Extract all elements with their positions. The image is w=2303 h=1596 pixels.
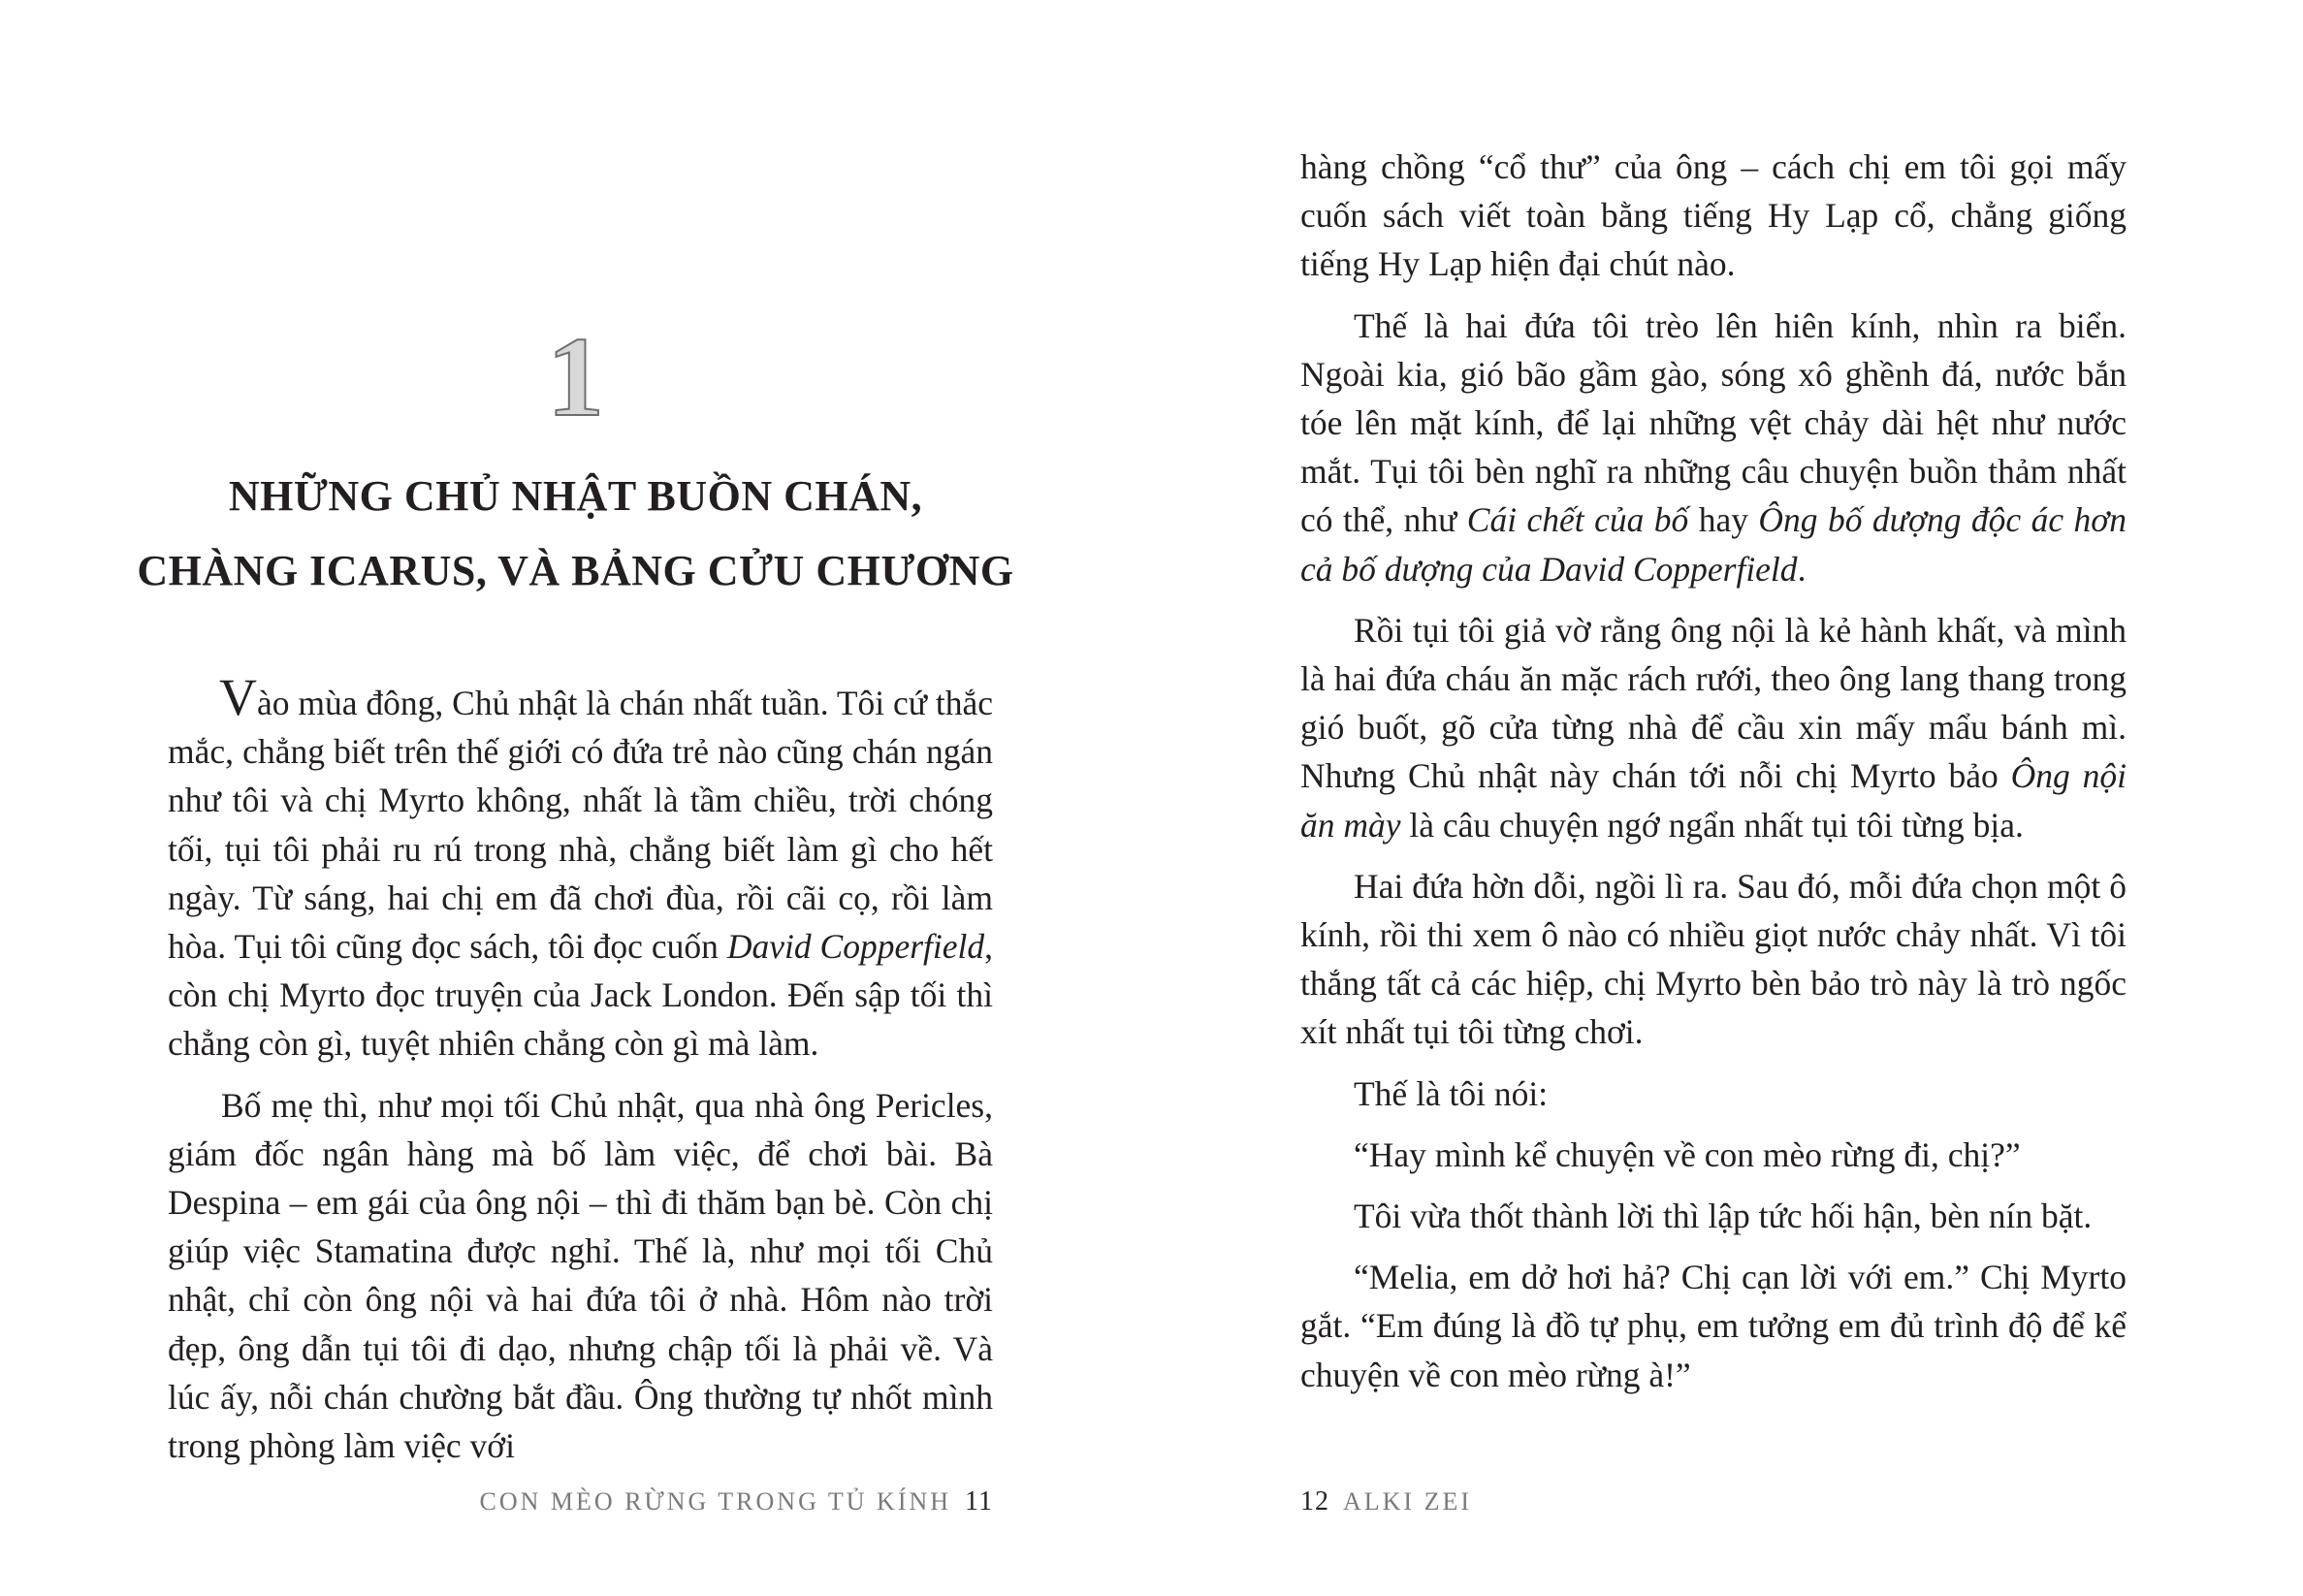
paragraph-text: , còn chị Myrto đọc truyện của Jack London. Đến sập tối thì chẳng còn gì, tuyệt nhiên chẳng còn gì mà làm. bbox=[168, 927, 993, 1064]
paragraph: hàng chồng “cổ thư” của ông – cách chị em tôi gọi mấy cuốn sách viết toàn bằng tiếng Hy Lạp cổ, chẳng giống tiếng Hy Lạp hiện đại chút nào. bbox=[1300, 147, 2127, 284]
left-footer bbox=[480, 1486, 993, 1517]
running-title: CON MÈO RỪNG TRONG TỦ KÍNH bbox=[479, 1487, 952, 1516]
story-title: Cái chết của bố bbox=[1466, 500, 1689, 540]
left-page bbox=[0, 0, 1151, 1596]
chapter-title bbox=[116, 459, 1035, 608]
chapter-title-line-2: CHÀNG ICARUS, VÀ BẢNG CỬU CHƯƠNG bbox=[137, 547, 1014, 594]
paragraph-text: Thế là hai đứa tôi trèo lên hiên kính, nhìn ra biển. Ngoài kia, gió bão gầm gào, sóng xô ghềnh đá, nước bắn tóe lên mặt kính, để lại những vệt chảy dài hệt như nước mắt. Tụi tôi bèn nghĩ ra những câu chuyện buồn thảm nhất có thể, như bbox=[1300, 305, 2127, 540]
paragraph: Hai đứa hờn dỗi, ngồi lì ra. Sau đó, mỗi đứa chọn một ô kính, rồi thi xem ô nào có nhiều giọt nước chảy nhất. Vì tôi thắng tất cả các hiệp, chị Myrto bèn bảo trò này là trò ngốc xít nhất tụi tôi từng chơi. bbox=[1300, 866, 2127, 1052]
paragraph bbox=[1300, 606, 2127, 849]
paragraph bbox=[1300, 302, 2127, 593]
page-number: 12 bbox=[1300, 1486, 1329, 1516]
running-title: ALKI ZEI bbox=[1343, 1487, 1473, 1516]
right-footer bbox=[1300, 1486, 1472, 1517]
paragraph: “Melia, em dở hơi hả? Chị cạn lời với em.” Chị Myrto gắt. “Em đúng là đồ tự phụ, em tưởng em đủ trình độ để kể chuyện về con mèo rừng à!” bbox=[1300, 1258, 2127, 1394]
paragraph-text: hay bbox=[1688, 500, 1759, 540]
paragraph-text: ào mùa đông, Chủ nhật là chán nhất tuần. Tôi cứ thắc mắc, chẳng biết trên thế giới có đứa trẻ nào cũng chán ngán như tôi và chị Myrto không, nhất là tầm chiều, trời chóng tối, tụi tôi phải ru rú trong nhà, chẳng biết làm gì cho hết ngày. Từ sáng, hai chị em đã chơi đùa, rồi cãi cọ, rồi làm hòa. Tụi tôi cũng đọc sách, tôi đọc cuốn bbox=[168, 684, 993, 967]
paragraph: Tôi vừa thốt thành lời thì lập tức hối hận, bèn nín bặt. bbox=[1354, 1197, 2093, 1236]
story-title: Ông nội ăn mày bbox=[1300, 756, 2127, 845]
paragraph-text: . bbox=[1797, 549, 1807, 589]
chapter-number: 1 bbox=[547, 313, 604, 440]
chapter-title-line-1: NHỮNG CHỦ NHẬT BUỒN CHÁN, bbox=[228, 472, 923, 520]
paragraph bbox=[168, 668, 993, 1069]
right-body-text bbox=[1300, 143, 2127, 1412]
right-page bbox=[1151, 0, 2303, 1596]
drop-cap: V bbox=[219, 668, 257, 726]
paragraph: Thế là tôi nói: bbox=[1354, 1073, 1549, 1113]
book-title: David Copperfield bbox=[726, 927, 985, 967]
page-number: 11 bbox=[965, 1486, 993, 1516]
paragraph: “Hay mình kể chuyện về con mèo rừng đi, chị?” bbox=[1354, 1134, 2021, 1174]
paragraph-text: là câu chuyện ngớ ngẩn nhất tụi tôi từng bịa. bbox=[1400, 805, 2024, 845]
paragraph: Bố mẹ thì, như mọi tối Chủ nhật, qua nhà ông Pericles, giám đốc ngân hàng mà bố làm việc, để chơi bài. Bà Despina – em gái của ông nội – thì đi thăm bạn bè. Còn chị giúp việc Stamatina được nghỉ. Thế là, như mọi tối Chủ nhật, chỉ còn ông nội và hai đứa tôi ở nhà. Hôm nào trời đẹp, ông dẫn tụi tôi đi dạo, nhưng chập tối là phải về. Và lúc ấy, nỗi chán chường bắt đầu. Ông thường tự nhốt mình trong phòng làm việc với bbox=[168, 1085, 993, 1466]
left-body-text bbox=[168, 668, 993, 1483]
paragraph-text: Rồi tụi tôi giả vờ rằng ông nội là kẻ hành khất, và mình là hai đứa cháu ăn mặc rách rưới, theo ông lang thang trong gió buốt, gõ cửa từng nhà để cầu xin mấy mẩu bánh mì. Nhưng Chủ nhật này chán tới nỗi chị Myrto bảo bbox=[1300, 610, 2127, 796]
story-title: Ông bố dượng độc ác hơn cả bố dượng của David Copperfield bbox=[1300, 500, 2127, 589]
